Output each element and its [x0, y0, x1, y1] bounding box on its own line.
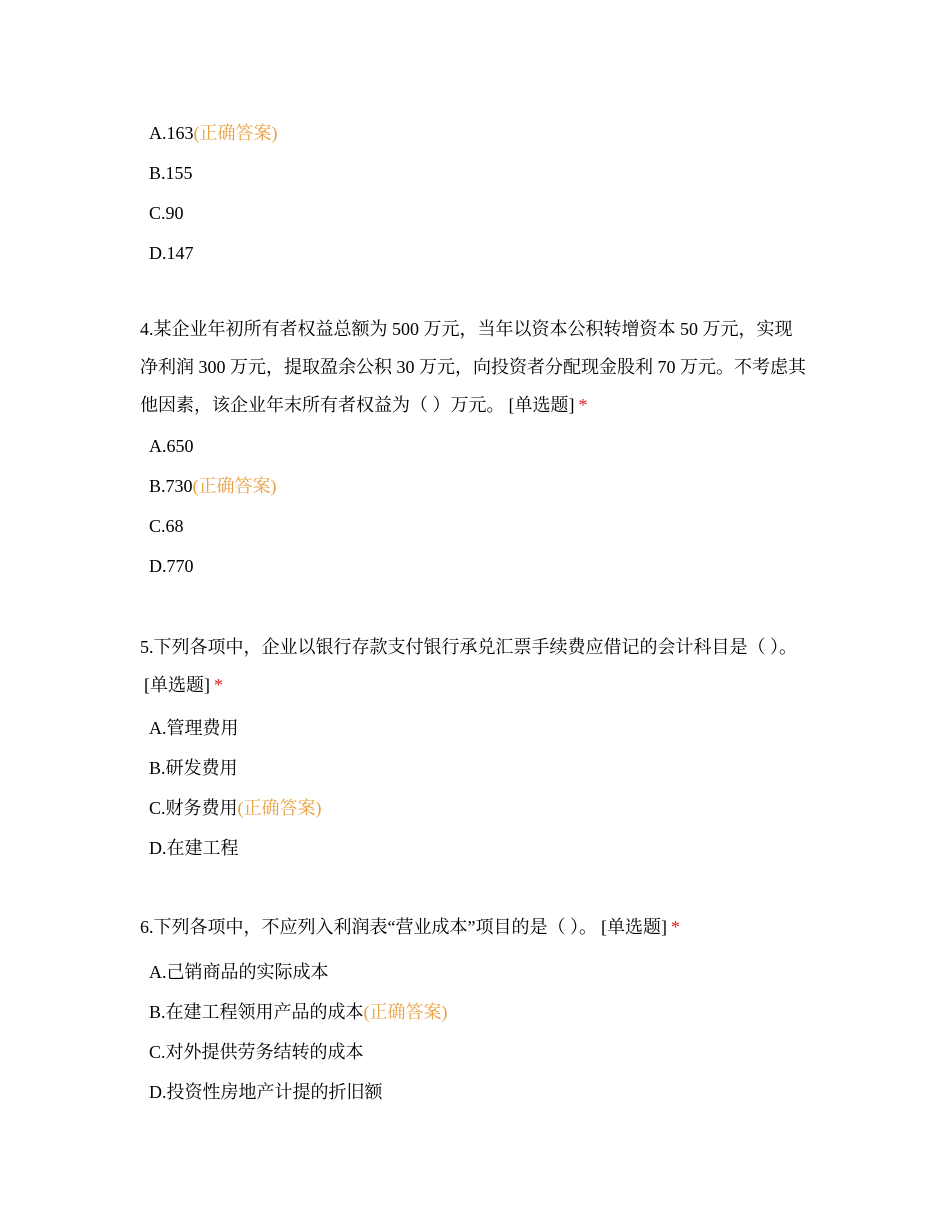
question-6: [140, 908, 810, 1112]
question-3-option-a[interactable]: [149, 113, 819, 153]
question-text: 5.下列各项中，企业以银行存款支付银行承兑汇票手续费应借记的会计科目是（ ）。: [140, 637, 797, 657]
option-label: B.730: [149, 476, 193, 496]
option-label: C.对外提供劳务结转的成本: [149, 1042, 364, 1062]
question-4-option-d[interactable]: [149, 546, 819, 586]
question-4: [140, 310, 810, 586]
question-5: [140, 628, 810, 868]
question-6-option-a[interactable]: [149, 952, 819, 992]
question-6-options: [140, 952, 810, 1112]
correct-answer-marker: (正确答案): [237, 798, 322, 818]
required-marker: *: [214, 675, 223, 695]
option-label: C.90: [149, 203, 184, 223]
question-3-options: [140, 113, 810, 273]
option-label: A.己销商品的实际成本: [149, 962, 329, 982]
option-label: B.155: [149, 163, 193, 183]
question-4-option-c[interactable]: [149, 506, 819, 546]
option-label: B.研发费用: [149, 758, 238, 778]
question-6-option-d[interactable]: [149, 1072, 819, 1112]
question-3: [140, 113, 810, 273]
question-5-stem: [140, 628, 810, 704]
correct-answer-marker: (正确答案): [363, 1002, 448, 1022]
question-5-option-d[interactable]: [149, 828, 819, 868]
option-label: C.财务费用: [149, 798, 238, 818]
question-5-option-b[interactable]: [149, 748, 819, 788]
option-label: D.147: [149, 243, 194, 263]
correct-answer-marker: (正确答案): [193, 123, 278, 143]
question-4-option-a[interactable]: [149, 426, 819, 466]
question-5-option-c[interactable]: [149, 788, 819, 828]
question-type-tag: [单选题]: [144, 675, 210, 695]
question-4-stem: [140, 310, 810, 424]
question-type-tag: [单选题]: [508, 395, 575, 415]
option-label: A.650: [149, 436, 194, 456]
question-6-option-c[interactable]: [149, 1032, 819, 1072]
question-3-option-c[interactable]: [149, 193, 819, 233]
option-label: A.管理费用: [149, 718, 239, 738]
required-marker: *: [670, 917, 680, 937]
question-4-options: [140, 426, 810, 586]
question-text: 4.某企业年初所有者权益总额为 500 万元，当年以资本公积转增资本 50 万元，实现净利润 300 万元，提取盈余公积 30 万元，向投资者分配现金股利 70 万元。不考虑其他因素，该企业年末所有者权益为（ ）万元。: [140, 319, 806, 415]
required-marker: *: [578, 395, 588, 415]
question-type-tag: [单选题]: [600, 917, 667, 937]
option-label: D.在建工程: [149, 838, 239, 858]
question-5-option-a[interactable]: [149, 708, 819, 748]
correct-answer-marker: (正确答案): [192, 476, 277, 496]
question-text: 6.下列各项中，不应列入利润表“营业成本”项目的是（ ）。: [140, 917, 597, 937]
question-6-stem: [140, 908, 810, 946]
question-4-option-b[interactable]: [149, 466, 819, 506]
question-3-option-d[interactable]: [149, 233, 819, 273]
option-label: D.投资性房地产计提的折旧额: [149, 1082, 383, 1102]
option-label: B.在建工程领用产品的成本: [149, 1002, 364, 1022]
option-label: D.770: [149, 556, 194, 576]
question-5-options: [140, 708, 810, 868]
option-label: C.68: [149, 516, 184, 536]
question-3-option-b[interactable]: [149, 153, 819, 193]
option-label: A.163: [149, 123, 194, 143]
question-6-option-b[interactable]: [149, 992, 819, 1032]
